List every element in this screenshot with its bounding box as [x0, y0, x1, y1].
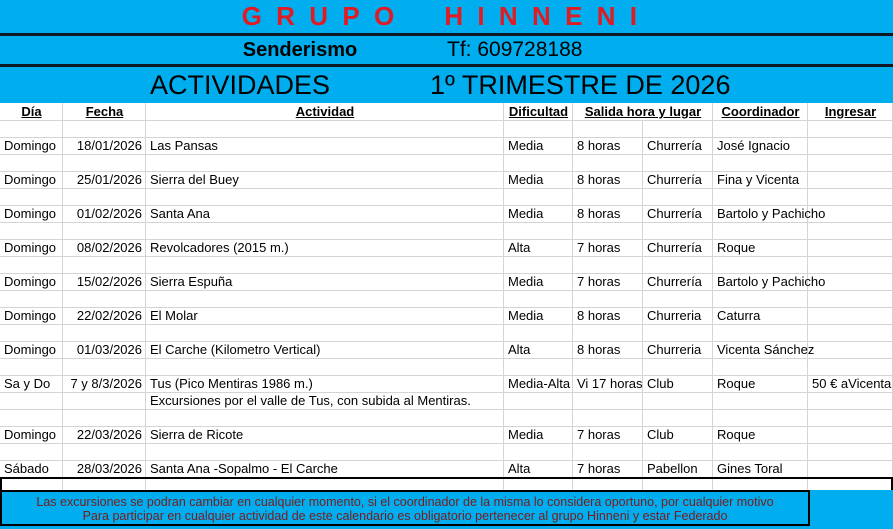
cell-dia[interactable]: Domingo	[0, 206, 63, 223]
cell-dificultad[interactable]: Media	[504, 308, 573, 325]
cell-dia[interactable]: Domingo	[0, 138, 63, 155]
header-fecha[interactable]	[63, 103, 146, 121]
header-ingresar-label: Ingresar	[824, 104, 877, 119]
cell-fecha[interactable]: 01/02/2026	[63, 206, 146, 223]
cell-coordinador	[713, 189, 808, 206]
cell-dia	[0, 393, 63, 410]
cell-actividad[interactable]: Sierra de Ricote	[146, 427, 504, 444]
cell-actividad[interactable]: El Molar	[146, 308, 504, 325]
cell-fecha[interactable]: 28/03/2026	[63, 461, 146, 478]
cell-fecha	[63, 291, 146, 308]
cell-lugar[interactable]: Churrería	[643, 206, 713, 223]
table-row	[0, 376, 893, 393]
cell-lugar[interactable]: Churrería	[643, 138, 713, 155]
cell-actividad	[146, 189, 504, 206]
cell-hora	[573, 359, 643, 376]
cell-dificultad	[504, 410, 573, 427]
spacer-row	[0, 189, 893, 206]
cell-hora[interactable]: 7 horas	[573, 274, 643, 291]
footer-notice	[0, 490, 810, 526]
cell-ingresar	[808, 223, 893, 240]
cell-lugar[interactable]: Club	[643, 427, 713, 444]
page-title: GRUPO HINNENI	[241, 1, 652, 31]
cell-actividad[interactable]: Las Pansas	[146, 138, 504, 155]
cell-actividad[interactable]: Santa Ana -Sopalmo - El Carche	[146, 461, 504, 478]
cell-lugar[interactable]: Churreria	[643, 342, 713, 359]
spacer-row	[0, 155, 893, 172]
cell-dia	[0, 444, 63, 461]
cell-coordinador	[713, 291, 808, 308]
cell-coordinador	[713, 121, 808, 138]
cell-coordinador	[713, 155, 808, 172]
cell-actividad	[146, 291, 504, 308]
cell-coordinador	[713, 410, 808, 427]
cell-coordinador[interactable]: Bartolo y Pachicho	[713, 274, 808, 291]
cell-lugar	[643, 189, 713, 206]
cell-coordinador	[713, 257, 808, 274]
cell-dificultad[interactable]: Media	[504, 172, 573, 189]
cell-lugar	[643, 121, 713, 138]
header-coordinador[interactable]	[713, 103, 808, 121]
cell-dificultad	[504, 121, 573, 138]
cell-lugar	[643, 257, 713, 274]
cell-dia[interactable]: Domingo	[0, 240, 63, 257]
cell-lugar[interactable]: Club	[643, 376, 713, 393]
cell-ingresar	[808, 121, 893, 138]
cell-fecha	[63, 189, 146, 206]
cell-actividad[interactable]: Excursiones por el valle de Tus, con subida al Mentiras.	[146, 393, 504, 410]
cell-hora[interactable]: 7 horas	[573, 427, 643, 444]
cell-lugar	[643, 359, 713, 376]
cell-coordinador[interactable]: Roque	[713, 427, 808, 444]
header-salida[interactable]	[573, 103, 713, 121]
cell-fecha	[63, 325, 146, 342]
header-ingresar[interactable]	[808, 103, 893, 121]
cell-actividad	[146, 410, 504, 427]
cell-ingresar[interactable]	[808, 461, 893, 478]
cell-hora	[573, 257, 643, 274]
cell-hora[interactable]: 7 horas	[573, 240, 643, 257]
spacer-row	[0, 121, 893, 138]
cell-fecha	[63, 359, 146, 376]
cell-coordinador	[713, 223, 808, 240]
cell-hora	[573, 223, 643, 240]
cell-dificultad	[504, 444, 573, 461]
cell-coordinador[interactable]: Caturra	[713, 308, 808, 325]
cell-lugar[interactable]: Churrería	[643, 274, 713, 291]
section-period: 1º TRIMESTRE DE 2026	[430, 70, 731, 100]
cell-fecha[interactable]: 18/01/2026	[63, 138, 146, 155]
cell-hora	[573, 291, 643, 308]
cell-lugar	[643, 223, 713, 240]
cell-dia[interactable]: Domingo	[0, 308, 63, 325]
subheader-band	[0, 36, 893, 64]
activities-table	[0, 103, 893, 495]
cell-dificultad	[504, 291, 573, 308]
spacer-row	[0, 223, 893, 240]
cell-ingresar	[808, 257, 893, 274]
cell-actividad	[146, 359, 504, 376]
cell-coordinador[interactable]: Vicenta Sánchez	[713, 342, 808, 359]
cell-hora	[573, 393, 643, 410]
cell-fecha[interactable]: 15/02/2026	[63, 274, 146, 291]
spacer-row	[0, 325, 893, 342]
header-fecha-label: Fecha	[85, 104, 124, 119]
cell-hora	[573, 325, 643, 342]
cell-coordinador	[713, 325, 808, 342]
table-header-row	[0, 103, 893, 121]
cell-coordinador[interactable]: Roque	[713, 240, 808, 257]
banner	[0, 0, 893, 33]
cell-actividad[interactable]: Sierra Espuña	[146, 274, 504, 291]
cell-coordinador[interactable]: Fina y Vicenta	[713, 172, 808, 189]
cell-dia	[0, 325, 63, 342]
cell-dificultad[interactable]: Alta	[504, 342, 573, 359]
table-row	[0, 138, 893, 155]
cell-actividad[interactable]: Santa Ana	[146, 206, 504, 223]
cell-dia	[0, 155, 63, 172]
cell-dificultad[interactable]: Media	[504, 206, 573, 223]
cell-ingresar[interactable]	[808, 274, 893, 291]
table-row	[0, 206, 893, 223]
table-row	[0, 172, 893, 189]
cell-hora	[573, 444, 643, 461]
cell-fecha	[63, 393, 146, 410]
cell-hora	[573, 189, 643, 206]
cell-fecha	[63, 444, 146, 461]
cell-dificultad[interactable]: Media	[504, 138, 573, 155]
tus-note-row	[0, 393, 893, 410]
cell-lugar[interactable]: Pabellon	[643, 461, 713, 478]
cell-dificultad[interactable]: Media-Alta	[504, 376, 573, 393]
cell-actividad[interactable]: El Carche (Kilometro Vertical)	[146, 342, 504, 359]
table-row	[0, 342, 893, 359]
cell-actividad[interactable]: Sierra del Buey	[146, 172, 504, 189]
cell-hora	[573, 121, 643, 138]
cell-actividad	[146, 155, 504, 172]
cell-dificultad	[504, 223, 573, 240]
cell-fecha[interactable]: 01/03/2026	[63, 342, 146, 359]
cell-dia	[0, 359, 63, 376]
cell-lugar[interactable]: Churrería	[643, 172, 713, 189]
cell-dificultad	[504, 189, 573, 206]
cell-actividad	[146, 325, 504, 342]
cell-hora[interactable]: 7 horas	[573, 461, 643, 478]
cell-actividad	[146, 121, 504, 138]
footer-band	[0, 490, 893, 529]
cell-hora	[573, 410, 643, 427]
table-row	[0, 461, 893, 478]
cell-coordinador	[713, 393, 808, 410]
cell-hora[interactable]: 8 horas	[573, 172, 643, 189]
cell-fecha[interactable]: 08/02/2026	[63, 240, 146, 257]
cell-lugar	[643, 155, 713, 172]
cell-actividad	[146, 444, 504, 461]
cell-fecha	[63, 257, 146, 274]
footer-line-1: Las excursiones se podran cambiar en cualquier momento, si el coordinador de la misma lo considera oportuno, por cualquier motivo	[36, 495, 774, 509]
cell-ingresar[interactable]	[808, 427, 893, 444]
group-name: Senderismo	[242, 39, 358, 61]
cell-dia	[0, 291, 63, 308]
cell-fecha[interactable]: 7 y 8/3/2026	[63, 376, 146, 393]
cell-hora[interactable]: Vi 17 horas	[573, 376, 643, 393]
table-row	[0, 427, 893, 444]
cell-fecha	[63, 410, 146, 427]
cell-hora	[573, 155, 643, 172]
cell-dificultad	[504, 393, 573, 410]
cell-actividad[interactable]: Tus (Pico Mentiras 1986 m.)	[146, 376, 504, 393]
activities-table-body	[0, 121, 893, 495]
cell-dia[interactable]: Domingo	[0, 274, 63, 291]
cell-hora[interactable]: 8 horas	[573, 342, 643, 359]
table-row	[0, 274, 893, 291]
cell-coordinador	[713, 359, 808, 376]
header-dificultad-label: Dificultad	[508, 104, 569, 119]
cell-ingresar[interactable]	[808, 206, 893, 223]
cell-coordinador[interactable]: Bartolo y Pachicho	[713, 206, 808, 223]
cell-fecha	[63, 155, 146, 172]
cell-ingresar[interactable]	[808, 342, 893, 359]
cell-lugar	[643, 444, 713, 461]
cell-dificultad	[504, 359, 573, 376]
spacer-row	[0, 410, 893, 427]
footer-line-2: Para participar en cualquier actividad de este calendario es obligatorio pertenecer al grupo Hinneni y estar Federado	[82, 509, 728, 523]
cell-ingresar[interactable]: 50 € aVicenta	[808, 376, 893, 393]
cell-ingresar[interactable]	[808, 240, 893, 257]
cell-lugar	[643, 393, 713, 410]
cell-hora[interactable]: 8 horas	[573, 138, 643, 155]
cell-coordinador[interactable]: José Ignacio	[713, 138, 808, 155]
cell-lugar	[643, 410, 713, 427]
cell-fecha[interactable]: 25/01/2026	[63, 172, 146, 189]
cell-dificultad[interactable]: Alta	[504, 240, 573, 257]
cell-coordinador	[713, 444, 808, 461]
header-actividad-label: Actividad	[295, 104, 355, 119]
cell-ingresar	[808, 444, 893, 461]
cell-dia[interactable]: Sábado	[0, 461, 63, 478]
table-row	[0, 240, 893, 257]
table-row	[0, 308, 893, 325]
cell-lugar	[643, 325, 713, 342]
spacer-row	[0, 444, 893, 461]
section-title: ACTIVIDADES	[150, 70, 331, 100]
cell-dia[interactable]: Sa y Do	[0, 376, 63, 393]
cell-fecha	[63, 223, 146, 240]
cell-dificultad[interactable]: Media	[504, 427, 573, 444]
cell-lugar[interactable]: Churreria	[643, 308, 713, 325]
phone-number: Tf: 609728188	[447, 38, 583, 61]
header-dia[interactable]	[0, 103, 63, 121]
cell-dia	[0, 189, 63, 206]
cell-ingresar	[808, 359, 893, 376]
header-dia-label: Día	[21, 104, 42, 119]
cell-hora[interactable]: 8 horas	[573, 308, 643, 325]
header-coordinador-label: Coordinador	[721, 104, 800, 119]
cell-coordinador[interactable]: Gines Toral	[713, 461, 808, 478]
cell-fecha[interactable]: 22/03/2026	[63, 427, 146, 444]
header-actividad[interactable]	[146, 103, 504, 121]
section-band	[0, 67, 893, 103]
header-salida-label: Salida hora y lugar	[584, 104, 702, 119]
cell-dia[interactable]: Domingo	[0, 427, 63, 444]
spacer-row	[0, 257, 893, 274]
cell-fecha	[63, 121, 146, 138]
cell-ingresar[interactable]	[808, 308, 893, 325]
cell-dificultad	[504, 257, 573, 274]
spacer-row	[0, 291, 893, 308]
cell-ingresar	[808, 410, 893, 427]
spacer-row	[0, 359, 893, 376]
cell-lugar	[643, 291, 713, 308]
cell-dificultad	[504, 155, 573, 172]
cell-coordinador[interactable]: Roque	[713, 376, 808, 393]
header-dificultad[interactable]	[504, 103, 573, 121]
cell-dificultad[interactable]: Media	[504, 274, 573, 291]
cell-dificultad[interactable]: Alta	[504, 461, 573, 478]
cell-ingresar[interactable]	[808, 172, 893, 189]
cell-ingresar	[808, 291, 893, 308]
cell-dia[interactable]: Domingo	[0, 342, 63, 359]
cell-dia	[0, 410, 63, 427]
cell-dia	[0, 121, 63, 138]
cell-dia	[0, 257, 63, 274]
cell-ingresar	[808, 155, 893, 172]
cell-ingresar[interactable]	[808, 138, 893, 155]
cell-ingresar	[808, 189, 893, 206]
cell-lugar[interactable]: Churrería	[643, 240, 713, 257]
cell-dia	[0, 223, 63, 240]
cell-actividad	[146, 223, 504, 240]
cell-actividad	[146, 257, 504, 274]
cell-dia[interactable]: Domingo	[0, 172, 63, 189]
cell-dificultad	[504, 325, 573, 342]
cell-fecha[interactable]: 22/02/2026	[63, 308, 146, 325]
cell-hora[interactable]: 8 horas	[573, 206, 643, 223]
cell-ingresar	[808, 325, 893, 342]
cell-actividad[interactable]: Revolcadores (2015 m.)	[146, 240, 504, 257]
cell-ingresar	[808, 393, 893, 410]
